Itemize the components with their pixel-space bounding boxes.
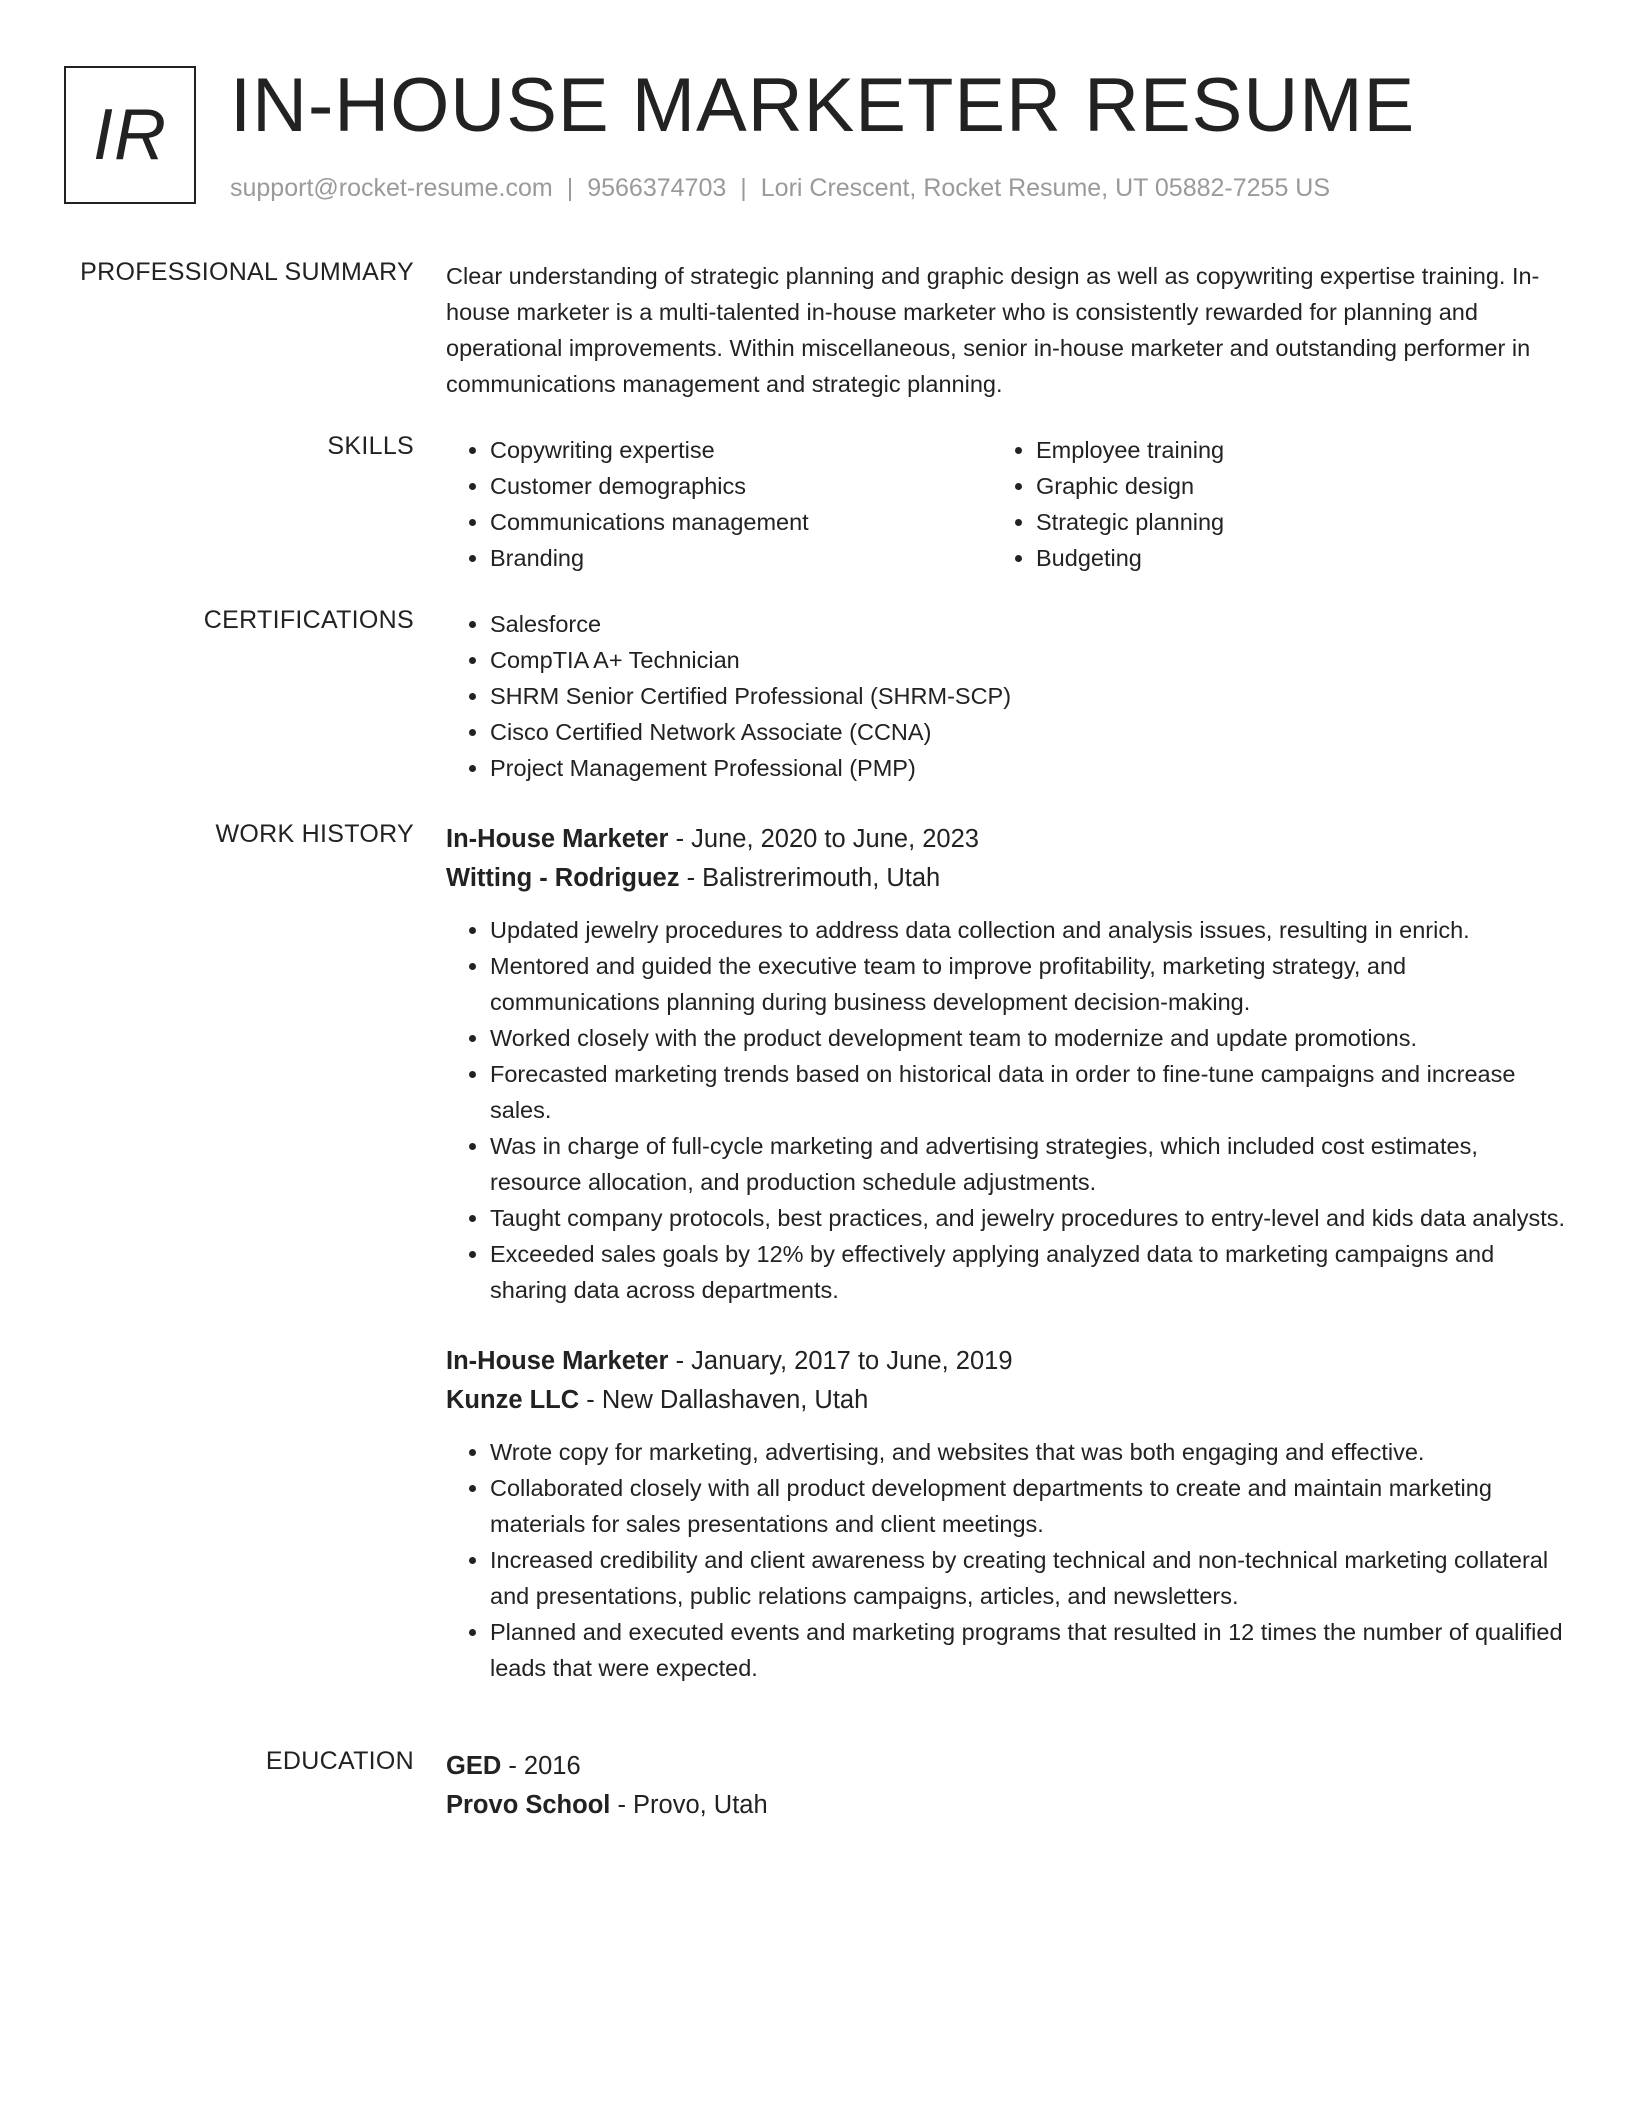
job-dates: - June, 2020 to June, 2023 xyxy=(668,825,979,853)
education-location: - Provo, Utah xyxy=(610,1791,768,1819)
resume-header xyxy=(64,64,1568,214)
skills-list-right xyxy=(992,432,1568,576)
contact-separator: | xyxy=(740,174,747,202)
job-bullet: • Taught company protocols, best practices, and jewelry procedures to entry-level and kids data analysts. xyxy=(490,1200,1568,1236)
certification-item: • Salesforce xyxy=(490,606,1568,642)
certifications-body xyxy=(446,606,1568,786)
section-label-work-history: WORK HISTORY xyxy=(215,820,414,848)
job-title: In-House Marketer xyxy=(446,825,669,853)
certification-item: • Project Management Professional (PMP) xyxy=(490,750,1568,786)
job-entry xyxy=(446,1342,1568,1686)
contact-separator: | xyxy=(566,174,574,202)
work-history-body xyxy=(446,820,1568,1720)
contact-line xyxy=(230,174,1330,203)
job-bullet: • Forecasted marketing trends based on historical data in order to fine-tune campaigns and increase sales. xyxy=(490,1056,1568,1128)
section-label-certifications: CERTIFICATIONS xyxy=(203,606,414,634)
monogram-logo: IR xyxy=(64,66,196,204)
contact-address: Lori Crescent, Rocket Resume, UT 05882-7255 US xyxy=(760,174,1331,202)
education-degree: GED xyxy=(446,1752,502,1780)
skill-item: • Customer demographics xyxy=(490,468,992,504)
job-title-line xyxy=(446,820,1568,859)
job-bullet: • Mentored and guided the executive team to improve profitability, marketing strategy, and communications planning during business development decision-making. xyxy=(490,948,1568,1020)
skills-list-left xyxy=(446,432,992,576)
education-school-line xyxy=(446,1786,1568,1825)
skill-item: • Strategic planning xyxy=(1036,504,1568,540)
certification-item: • SHRM Senior Certified Professional (SHRM-SCP) xyxy=(490,678,1568,714)
job-title: In-House Marketer xyxy=(446,1347,669,1375)
job-dates: - January, 2017 to June, 2019 xyxy=(668,1347,1013,1375)
skills-body xyxy=(446,432,1568,576)
page-title: IN-HOUSE MARKETER RESUME xyxy=(230,63,1416,148)
job-bullets xyxy=(446,912,1568,1308)
job-location: - Balistrerimouth, Utah xyxy=(679,864,941,892)
contact-email: support@rocket-resume.com xyxy=(230,174,553,202)
job-bullet: • Collaborated closely with all product development departments to create and maintain marketing materials for sales presentations and client meetings. xyxy=(490,1470,1568,1542)
skill-item: • Communications management xyxy=(490,504,992,540)
job-entry xyxy=(446,820,1568,1308)
job-company-line xyxy=(446,859,1568,898)
certification-item: • Cisco Certified Network Associate (CCNA) xyxy=(490,714,1568,750)
job-bullet: • Increased credibility and client awareness by creating technical and non-technical marketing collateral and presentations, public relations campaigns, articles, and newsletters. xyxy=(490,1542,1568,1614)
job-company: Witting - Rodriguez xyxy=(446,864,680,892)
contact-phone: 9566374703 xyxy=(587,174,727,202)
job-bullet: • Was in charge of full-cycle marketing and advertising strategies, which included cost estimates, resource allocation, and production schedule adjustments. xyxy=(490,1128,1568,1200)
skill-item: • Branding xyxy=(490,540,992,576)
skill-item: • Budgeting xyxy=(1036,540,1568,576)
certification-item: • CompTIA A+ Technician xyxy=(490,642,1568,678)
education-degree-line xyxy=(446,1747,1568,1786)
skill-item: • Graphic design xyxy=(1036,468,1568,504)
job-title-line xyxy=(446,1342,1568,1381)
section-label-education: EDUCATION xyxy=(265,1747,414,1775)
skill-item: • Copywriting expertise xyxy=(490,432,992,468)
skill-item: • Employee training xyxy=(1036,432,1568,468)
job-company: Kunze LLC xyxy=(446,1386,580,1414)
section-label-summary: PROFESSIONAL SUMMARY xyxy=(80,258,414,286)
education-school: Provo School xyxy=(446,1791,611,1819)
certifications-list xyxy=(446,606,1568,786)
job-location: - New Dallashaven, Utah xyxy=(579,1386,869,1414)
job-bullets xyxy=(446,1434,1568,1686)
education-year: - 2016 xyxy=(501,1752,581,1780)
job-bullet: • Planned and executed events and marketing programs that resulted in 12 times the number of qualified leads that were expected. xyxy=(490,1614,1568,1686)
job-company-line xyxy=(446,1381,1568,1420)
summary-text: Clear understanding of strategic planning and graphic design as well as copywriting expertise training. In-house marketer is a multi-talented in-house marketer who is consistently rewarded for planning and operational improvements. Within miscellaneous, senior in-house marketer and outstanding performer in communications management and strategic planning. xyxy=(446,263,1540,397)
summary-body xyxy=(446,258,1568,402)
education-body xyxy=(446,1747,1568,1825)
job-bullet: • Exceeded sales goals by 12% by effectively applying analyzed data to marketing campaigns and sharing data across departments. xyxy=(490,1236,1568,1308)
job-bullet: • Worked closely with the product development team to modernize and update promotions. xyxy=(490,1020,1568,1056)
section-label-skills: SKILLS xyxy=(327,432,414,460)
job-bullet: • Wrote copy for marketing, advertising, and websites that was both engaging and effective. xyxy=(490,1434,1568,1470)
job-bullet: • Updated jewelry procedures to address data collection and analysis issues, resulting in enrich. xyxy=(490,912,1568,948)
